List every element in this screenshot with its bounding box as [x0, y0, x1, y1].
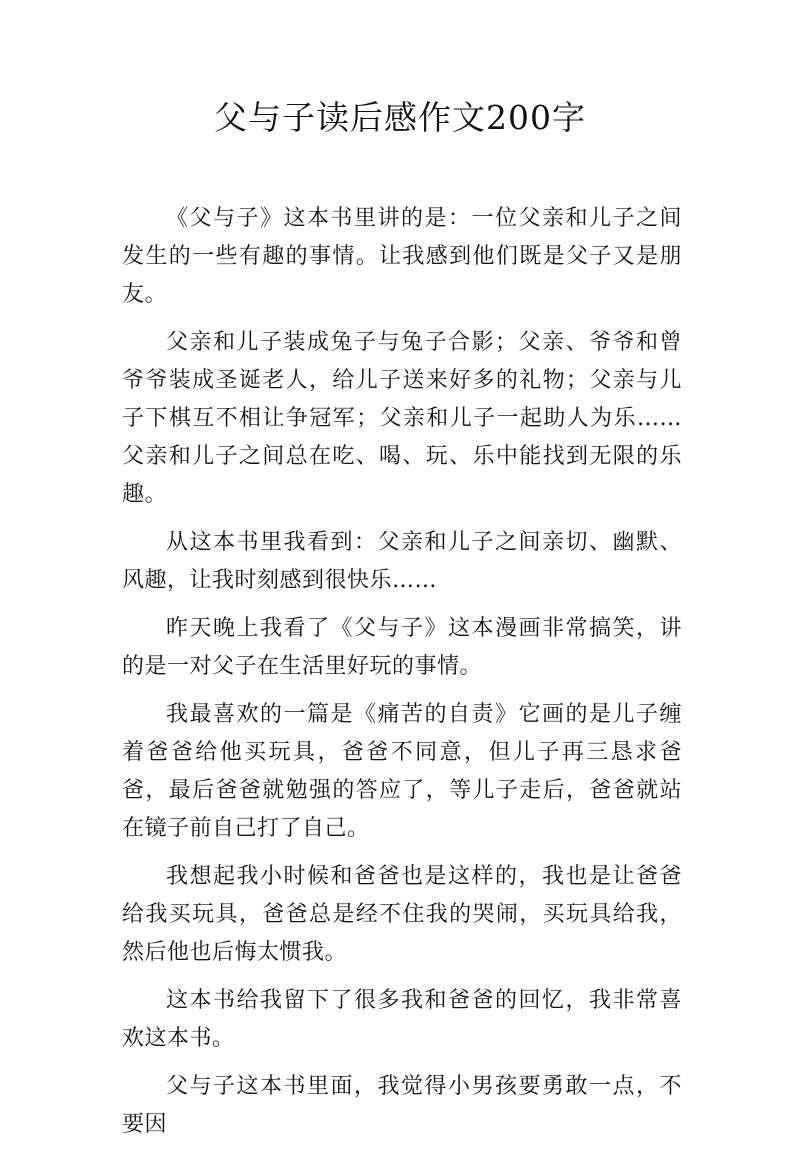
paragraph-3: 从这本书里我看到：父亲和儿子之间亲切、幽默、风趣，让我时刻感到很快乐……	[122, 530, 682, 593]
paragraph-8: 父与子这本书里面，我觉得小男孩要勇敢一点，不要因	[122, 1074, 682, 1137]
paragraph-2: 父亲和儿子装成兔子与兔子合影；父亲、爷爷和曾爷爷装成圣诞老人，给儿子送来好多的礼物；父亲与儿子下棋互不相让争冠军；父亲和儿子一起助人为乐……父亲和儿子之间总在吃、喝、玩、乐中能找到无限的乐趣。	[122, 330, 682, 507]
document-body	[122, 200, 682, 1154]
document-title: 父与子读后感作文200字	[214, 98, 586, 137]
paragraph-6: 我想起我小时候和爸爸也是这样的，我也是让爸爸给我买玩具，爸爸总是经不住我的哭闹，买玩具给我，然后他也后悔太惯我。	[122, 864, 682, 965]
paragraph-1: 《父与子》这本书里讲的是：一位父亲和儿子之间发生的一些有趣的事情。让我感到他们既是父子又是朋友。	[122, 206, 682, 307]
paragraph-7: 这本书给我留下了很多我和爸爸的回忆，我非常喜欢这本书。	[122, 988, 682, 1051]
paragraph-5: 我最喜欢的一篇是《痛苦的自责》它画的是儿子缠着爸爸给他买玩具，爸爸不同意，但儿子再三恳求爸爸，最后爸爸就勉强的答应了，等儿子走后，爸爸就站在镜子前自己打了自己。	[122, 702, 682, 841]
paragraph-4: 昨天晚上我看了《父与子》这本漫画非常搞笑，讲的是一对父子在生活里好玩的事情。	[122, 616, 682, 679]
